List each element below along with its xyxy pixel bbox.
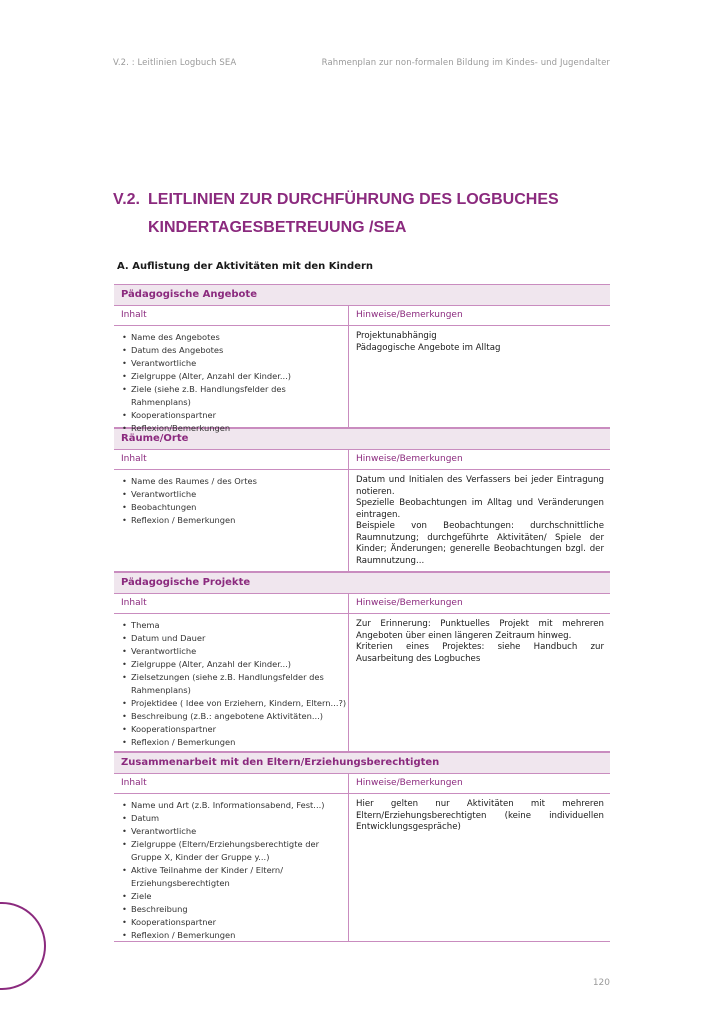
list-item: • Kooperationspartner xyxy=(121,723,348,736)
list-item: • Name des Angebotes xyxy=(121,331,348,344)
title-line-2: KINDERTAGESBETREUUNG /SEA xyxy=(148,219,407,236)
list-item: • Beschreibung xyxy=(121,903,348,916)
item-list xyxy=(121,331,348,435)
list-item: • Zielgruppe (Alter, Anzahl der Kinder...) xyxy=(121,658,348,671)
section-heading: Räume/Orte xyxy=(114,428,610,450)
section-subtitle: A. Auflistung der Aktivitäten mit den Kindern xyxy=(117,261,374,272)
decorative-circle xyxy=(0,902,46,990)
notes-cell xyxy=(349,470,610,571)
notes-cell xyxy=(349,794,610,941)
list-item: • Beschreibung (z.B.: angebotene Aktivitäten...) xyxy=(121,710,348,723)
notes-cell xyxy=(349,614,610,751)
list-item: • Datum und Dauer xyxy=(121,632,348,645)
list-item: • Ziele xyxy=(121,890,348,903)
list-item: • Kooperationspartner xyxy=(121,916,348,929)
column-header-content: Inhalt xyxy=(114,450,349,469)
column-header-row xyxy=(114,774,610,794)
list-item: • Datum xyxy=(121,812,348,825)
section-paedagogische-angebote xyxy=(114,284,610,433)
logbook-table xyxy=(114,284,610,942)
list-item: • Ziele (siehe z.B. Handlungsfelder des Rahmenplans) xyxy=(121,383,348,409)
column-header-notes: Hinweise/Bemerkungen xyxy=(356,454,463,464)
column-header-row xyxy=(114,450,610,470)
column-header-notes: Hinweise/Bemerkungen xyxy=(356,778,463,788)
notes-text: Projektunabhängig Pädagogische Angebote im Alltag xyxy=(356,331,501,353)
list-item: • Verantwortliche xyxy=(121,645,348,658)
list-item: • Verantwortliche xyxy=(121,488,348,501)
running-header-right: Rahmenplan zur non-formalen Bildung im Kindes- und Jugendalter xyxy=(321,58,610,68)
section-heading: Pädagogische Projekte xyxy=(114,572,610,594)
content-cell xyxy=(114,614,349,751)
section-raeume-orte xyxy=(114,428,610,572)
running-header-left: V.2. : Leitlinien Logbuch SEA xyxy=(113,58,237,68)
list-item: • Zielgruppe (Eltern/Erziehungsberechtigte der Gruppe X, Kinder der Gruppe y...) xyxy=(121,838,348,864)
list-item: • Verantwortliche xyxy=(121,357,348,370)
section-content-row xyxy=(114,326,610,433)
title-line-1: LEITLINIEN ZUR DURCHFÜHRUNG DES LOGBUCHES xyxy=(148,191,559,208)
notes-text: Zur Erinnerung: Punktuelles Projekt mit mehreren Angeboten über einen längeren Zeitraum hinweg. Kriterien eines Projektes: siehe Handbuch zur Ausarbeitung des Logbuches xyxy=(356,619,604,664)
list-item: • Reflexion / Bemerkungen xyxy=(121,514,348,527)
list-item: • Reflexion / Bemerkungen xyxy=(121,736,348,749)
list-item: • Reflexion / Bemerkungen xyxy=(121,929,348,942)
section-zusammenarbeit-eltern xyxy=(114,752,610,942)
list-item: • Projektidee ( Idee von Erziehern, Kindern, Eltern...?) xyxy=(121,697,348,710)
column-header-content: Inhalt xyxy=(114,306,349,325)
list-item: • Beobachtungen xyxy=(121,501,348,514)
column-header-row xyxy=(114,306,610,326)
list-item: • Verantwortliche xyxy=(121,825,348,838)
list-item: • Zielgruppe (Alter, Anzahl der Kinder...) xyxy=(121,370,348,383)
section-content-row xyxy=(114,470,610,572)
column-header-row xyxy=(114,594,610,614)
content-cell xyxy=(114,794,349,941)
column-header-notes: Hinweise/Bemerkungen xyxy=(356,598,463,608)
column-header-content: Inhalt xyxy=(114,774,349,793)
column-header-content: Inhalt xyxy=(114,594,349,613)
list-item: • Datum des Angebotes xyxy=(121,344,348,357)
column-header-notes: Hinweise/Bemerkungen xyxy=(356,310,463,320)
item-list xyxy=(121,475,348,527)
page-title xyxy=(113,186,613,242)
list-item: • Aktive Teilnahme der Kinder / Eltern/ Erziehungsberechtigten xyxy=(121,864,348,890)
list-item: • Name des Raumes / des Ortes xyxy=(121,475,348,488)
notes-text: Datum und Initialen des Verfassers bei jeder Eintragung notieren. Spezielle Beobachtungen im Alltag und Veränderungen eintragen. Beispiele von Beobachtungen: durchschnittliche Raumnutzung; durchgeführte Aktivitäten/ Spiele der Kinder; Änderungen; generelle Beobachtungen bzgl. der Raumnutzung... xyxy=(356,475,604,566)
item-list xyxy=(121,619,348,749)
section-content-row xyxy=(114,614,610,752)
list-item: • Reflexion/Bemerkungen xyxy=(121,422,348,435)
list-item: • Name und Art (z.B. Informationsabend, Fest...) xyxy=(121,799,348,812)
content-cell xyxy=(114,470,349,571)
list-item: • Zielsetzungen (siehe z.B. Handlungsfelder des Rahmenplans) xyxy=(121,671,348,697)
section-paedagogische-projekte xyxy=(114,572,610,752)
item-list xyxy=(121,799,348,942)
title-number: V.2. xyxy=(113,191,140,208)
content-cell xyxy=(114,326,349,433)
list-item: • Kooperationspartner xyxy=(121,409,348,422)
notes-cell xyxy=(349,326,610,427)
section-heading: Zusammenarbeit mit den Eltern/Erziehungsberechtigten xyxy=(114,752,610,774)
list-item: • Thema xyxy=(121,619,348,632)
section-content-row xyxy=(114,794,610,942)
section-heading: Pädagogische Angebote xyxy=(114,284,610,306)
page-number: 120 xyxy=(592,978,610,988)
notes-text: Hier gelten nur Aktivitäten mit mehreren Eltern/Erziehungsberechtigten (keine individuellen Entwicklungsgespräche) xyxy=(356,799,604,832)
